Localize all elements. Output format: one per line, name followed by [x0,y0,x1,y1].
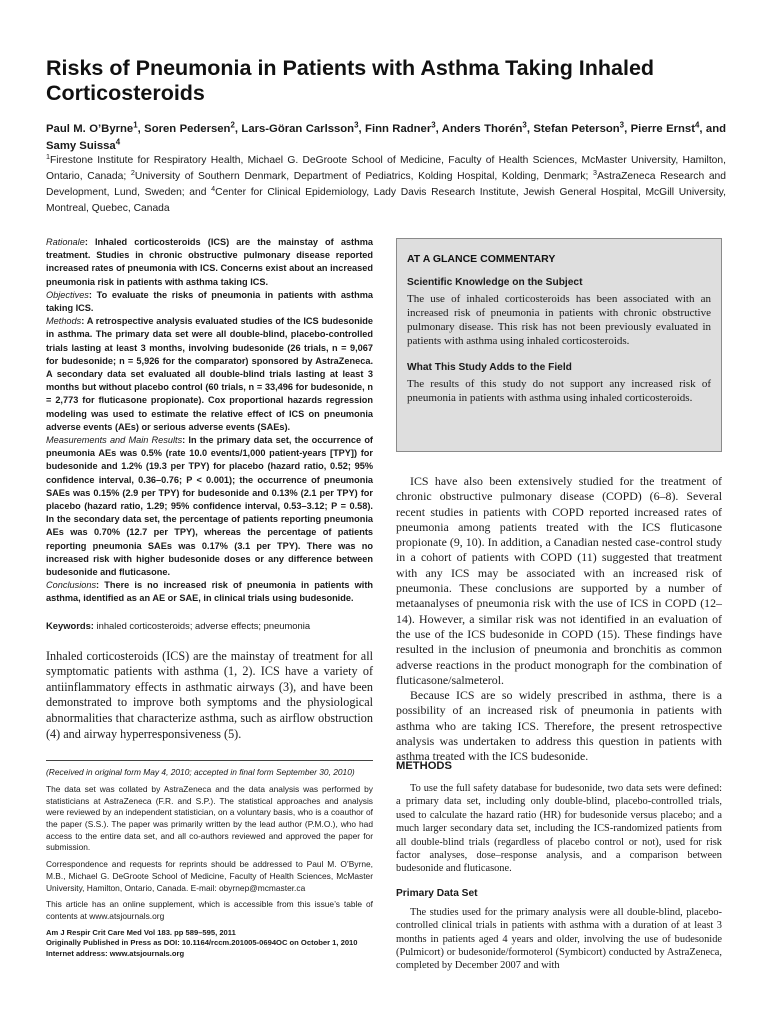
abstract-results: Measurements and Main Results: In the primary data set, the occurrence of pneumonia AEs was 0.5% (rate 10.0 events/1,000 patient-years [TPY]) for budesonide and 1.2% (19.3 per TPY) for placebo (hazard ratio, 0.52; 95% confidence interval, 0.36–0.76; P < 0.001); the occurrence of pneumonia SAEs was 0.15% (2.9 per TPY) for budesonide and 0.13% (2.1 per TPY) for placebo (hazard ratio, 1.29; 95% confidence interval, 0.53–3.12; P = 0.58). In the secondary data set, the percentage of patients reporting pneumonia AEs was 0.70% (12.7 per TPY), whereas the percentage of patients reporting pneumonia SAEs was 0.17% (3.1 per TPY). There was no increased risk with higher budesonide doses or any difference between budesonide and fluticasone. [46,435,373,578]
methods-heading: METHODS [396,760,452,772]
left-column [46,236,373,959]
author: Lars-Göran Carlsson$^3$, [241,120,366,135]
citation-journal: Am J Respir Crit Care Med Vol 183. pp 589–595, 2011 [46,927,236,937]
author: Samy Suissa$^4$ [46,137,121,152]
glance-subtitle-adds: What This Study Adds to the Field [407,362,572,374]
body-paragraph: ICS have also been extensively studied for the treatment of chronic obstructive pulmonary disease (COPD) (6–8). Several recent studies in patients with COPD reported increased rates of pneumonia among patients treated with the ICS fluticasone propionate (9, 10). In addition, a Canadian nested case-control study in a cohort of patients with COPD (11) suggested that treatment with any ICS may be associated with an increased risk of pneumonia. These conclusions are supported by a number of metaanalyses of pneumonia risk with the use of ICS in COPD (12–14). However, a similar risk was not identified in an evaluation of the use of the ICS budesonide in COPD (15). These findings have resulted in the inclusion of pneumonia and bronchitis as common adverse reactions in the product monograph for the combination of fluticasone/salmeterol. [396,474,722,687]
right-column-body [396,474,722,765]
abstract-conclusions: Conclusions: There is no increased risk of pneumonia in patients with asthma, identified as an AE or SAE, in clinical trials using budesonide. [46,580,373,604]
citation-doi: Originally Published in Press as DOI: 10.1164/rccm.201005-0694OC on October 1, 2010 [46,938,358,948]
abstract-objectives: Objectives: To evaluate the risks of pneumonia in patients with asthma taking ICS. [46,289,373,314]
primary-data-set-paragraph: The studies used for the primary analysis were all double-blind, placebo-controlled clinical trials in patients with asthma with a duration of at least 3 months in patients aged 4 years and older, involving the use of budesonide (Pulmicort) or budesonide/formoterol (Symbicort) conducted by AstraZeneca, completed by December 2007 and with [396,906,722,972]
author: Pierre Ernst$^4$, and [630,120,727,135]
primary-data-set-heading: Primary Data Set [396,887,478,899]
author: Soren Pedersen$^2$, [144,120,242,135]
at-a-glance-box [396,238,722,452]
body-paragraph: Because ICS are so widely prescribed in asthma, there is a possibility of an increased risk of pneumonia in patients with asthma who are taking ICS. Therefore, the present retrospective analysis was undertaken to address this question in patients with asthma treated with the ICS budesonide. [396,688,722,764]
article-title: Risks of Pneumonia in Patients with Asthma Taking Inhaled Corticosteroids [46,56,655,105]
glance-text-knowledge: The use of inhaled corticosteroids has been associated with an increased risk of pneumonia in patients with chronic obstructive pulmonary disease. This risk has not been previously evaluated in patients with asthma using inhaled corticosteroids. [407,293,711,348]
glance-text-adds: The results of this study do not support any increased risk of pneumonia in patients with asthma using inhaled corticosteroids. [407,378,711,405]
keywords: Keywords: inhaled corticosteroids; adverse effects; pneumonia [46,619,311,631]
glance-title: AT A GLANCE COMMENTARY [407,253,556,265]
footnote-divider [46,760,373,761]
received-note: (Received in original form May 4, 2010; accepted in final form September 30, 2010) [46,767,355,778]
intro-paragraph: Inhaled corticosteroids (ICS) are the mainstay of treatment for all symptomatic patients with asthma (1, 2). ICS have a variety of antiinflammatory effects in asthmatic airways (3), and have been demonstrated to improve both symptoms and the physiological abnormalities that characterize asthma, such as airflow obstruction (4) and airway hyperresponsiveness (5). [46,648,373,741]
author: Anders Thorén$^3$, [441,120,534,135]
methods-section [396,760,722,973]
affiliations: $^1$Firestone Institute for Respiratory Health, Michael G. DeGroote School of Medicine, Faculty of Health Sciences, McMaster University, Hamilton, Ontario, Canada; $^2$University of Southern Denmark, Department of Pediatrics, Kolding Hospital, Kolding, Denmark; $^3$AstraZeneca Research and Development, Lund, Sweden; and $^4$Center for Clinical Epidemiology, Lady Davis Research Institute, Jewish General Hospital, McGill University, Montreal, Quebec, Canada [46,152,727,214]
author-list [46,121,726,155]
correspondence-note: Correspondence and requests for reprints should be addressed to Paul M. O’Byrne, M.B., Michael G. DeGroote School of Medicine, Faculty of Health Sciences, McMaster University, Hamilton, Ontario, Canada. E-mail: obyrnep@mcmaster.ca [46,859,373,893]
citation-url: Internet address: www.atsjournals.org [46,948,185,958]
footnotes [46,767,373,922]
citation-block [46,928,373,959]
abstract [46,236,373,606]
abstract-methods: Methods: A retrospective analysis evaluated studies of the ICS budesonide in asthma. The primary data set were all double-blind, placebo-controlled trials lasting at least 3 months, involving budesonide (26 trials, n = 9,067 for budesonide; n = 5,926 for the comparator) sponsored by AstraZeneca. A secondary data set evaluated all double-blind trials lasting at least 3 months but without placebo control (60 trials, n = 33,496 for budesonide, n = 2,773 for fluticasone propionate). Cox proportional hazards regression modeling was used to estimate the relative effect of ICS on pneumonia adverse events (AEs) or serious adverse events (SAEs). [46,316,373,432]
abstract-rationale: Rationale: Inhaled corticosteroids (ICS) are the mainstay of asthma treatment. Studies in chronic obstructive pulmonary disease reported increased rates of pneumonia with ICS. Concerns exist about an increased pneumonia risk in patients with asthma taking ICS. [46,237,373,287]
author: Paul M. O’Byrne$^1$, [46,120,145,135]
data-note: The data set was collated by AstraZeneca and the data analysis was performed by statisticians at AstraZeneca (F.R. and S.P.). The statistical approaches and analysis were reviewed by an independent statistician, on a voluntary basis, who is a coauthor of the paper (S.S.). The paper was primarily written by the lead author (P.M.O.), who had access to the entire data set, and all co-authors reviewed and approved the paper for submission. [46,783,373,853]
methods-paragraph: To use the full safety database for budesonide, two data sets were defined: a primary data set, including only double-blind, placebo-controlled trials, used to calculate the hazard ratio (HR) for budesonide versus placebo; and a much larger secondary data set, including the ICS-randomized patients from all double-blind trials (regardless of placebo control or not), used for risk factor analyses, dose–response analysis, and a comparison between budesonide and fluticasone. [396,783,722,875]
author: Finn Radner$^3$, [365,120,442,135]
author: Stefan Peterson$^3$, [533,120,631,135]
online-supplement-note: This article has an online supplement, which is accessible from this issue’s table of contents at www.atsjournals.org [46,899,373,921]
glance-subtitle-knowledge: Scientific Knowledge on the Subject [407,277,583,288]
